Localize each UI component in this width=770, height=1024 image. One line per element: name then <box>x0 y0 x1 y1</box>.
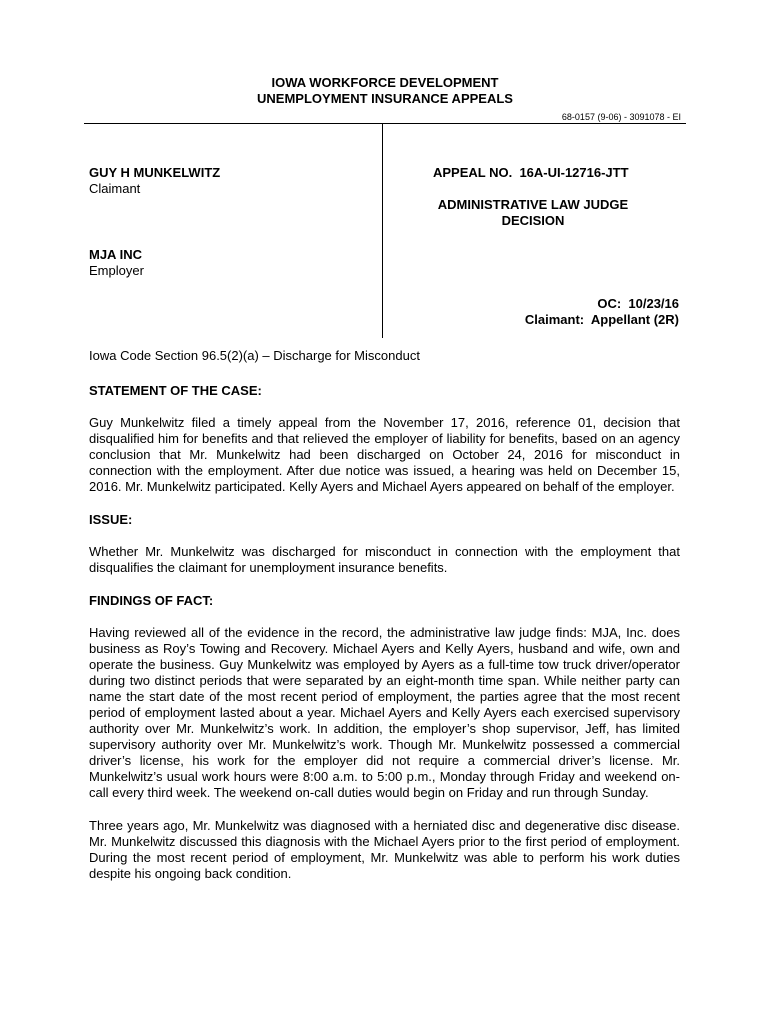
issue-heading: ISSUE: <box>89 512 133 527</box>
statement-heading: STATEMENT OF THE CASE: <box>89 383 262 398</box>
findings-paragraph-2: Three years ago, Mr. Munkelwitz was diagnosed with a herniated disc and degenerative disc disease. Mr. Munkelwitz discussed this diagnosis with the Michael Ayers prior to the first period of employment. During the most recent period of employment, Mr. Munkelwitz was able to perform his work duties despite his ongoing back condition. <box>89 818 680 881</box>
case-status <box>525 296 679 328</box>
findings-paragraph-1: Having reviewed all of the evidence in the record, the administrative law judge finds: MJA, Inc. does business as Roy’s Towing and Recovery. Michael Ayers and Kelly Ayers, husband and wife, own and operate the business. Guy Munkelwitz was employed by Ayers as a full-time tow truck driver/operator during two distinct periods that were separated by an eight-month time span. While neither party can name the start date of the most recent period of employment, the parties agree that the most recent period of employment lasted about a year. Michael Ayers and Kelly Ayers each exercised supervisory authority over Mr. Munkelwitz’s work. In addition, the employer’s shop supervisor, Jeff, has limited supervisory authority over Mr. Munkelwitz’s work. Though Mr. Munkelwitz possessed a commercial driver’s license, his work for the employer did not require a commercial driver’s license. Mr. Munkelwitz’s usual work hours were 8:00 a.m. to 5:00 p.m., Monday through Friday and weekend on-call every third week. The weekend on-call duties would begin on Friday and run through Sunday. <box>89 625 680 800</box>
issue-text: Whether Mr. Munkelwitz was discharged for misconduct in connection with the employment that disqualifies the claimant for unemployment insurance benefits. <box>89 544 680 575</box>
agency-name: IOWA WORKFORCE DEVELOPMENT <box>271 75 499 90</box>
oc-date: OC: 10/23/16 <box>597 296 679 311</box>
employer-block <box>89 247 144 279</box>
code-section: Iowa Code Section 96.5(2)(a) – Discharge for Misconduct <box>89 348 420 363</box>
claimant-label: Claimant <box>89 181 141 196</box>
header-divider <box>84 123 686 124</box>
employer-label: Employer <box>89 263 144 278</box>
findings-heading: FINDINGS OF FACT: <box>89 593 214 608</box>
agency-division: UNEMPLOYMENT INSURANCE APPEALS <box>257 91 513 106</box>
statement-text: Guy Munkelwitz filed a timely appeal from the November 17, 2016, reference 01, decision that disqualified him for benefits and that relieved the employer of liability for benefits, based on an agency conclusion that Mr. Munkelwitz had been discharged on October 24, 2016 for misconduct in connection with the employment. After due notice was issued, a hearing was held on December 15, 2016. Mr. Munkelwitz participated. Kelly Ayers and Michael Ayers appeared on behalf of the employer. <box>89 415 680 494</box>
decision-title-line1: ADMINISTRATIVE LAW JUDGE <box>437 197 629 212</box>
claimant-name: GUY H MUNKELWITZ <box>89 165 221 180</box>
column-divider <box>382 123 383 338</box>
claimant-block <box>89 165 220 197</box>
employer-name: MJA INC <box>89 247 142 262</box>
document-number: 68-0157 (9-06) - 3091078 - EI <box>561 112 681 122</box>
decision-body <box>89 348 680 899</box>
decision-title <box>388 197 678 229</box>
claimant-status: Claimant: Appellant (2R) <box>524 312 679 327</box>
appeal-number: APPEAL NO. 16A-UI-12716-JTT <box>433 165 629 180</box>
decision-title-line2: DECISION <box>501 213 565 228</box>
